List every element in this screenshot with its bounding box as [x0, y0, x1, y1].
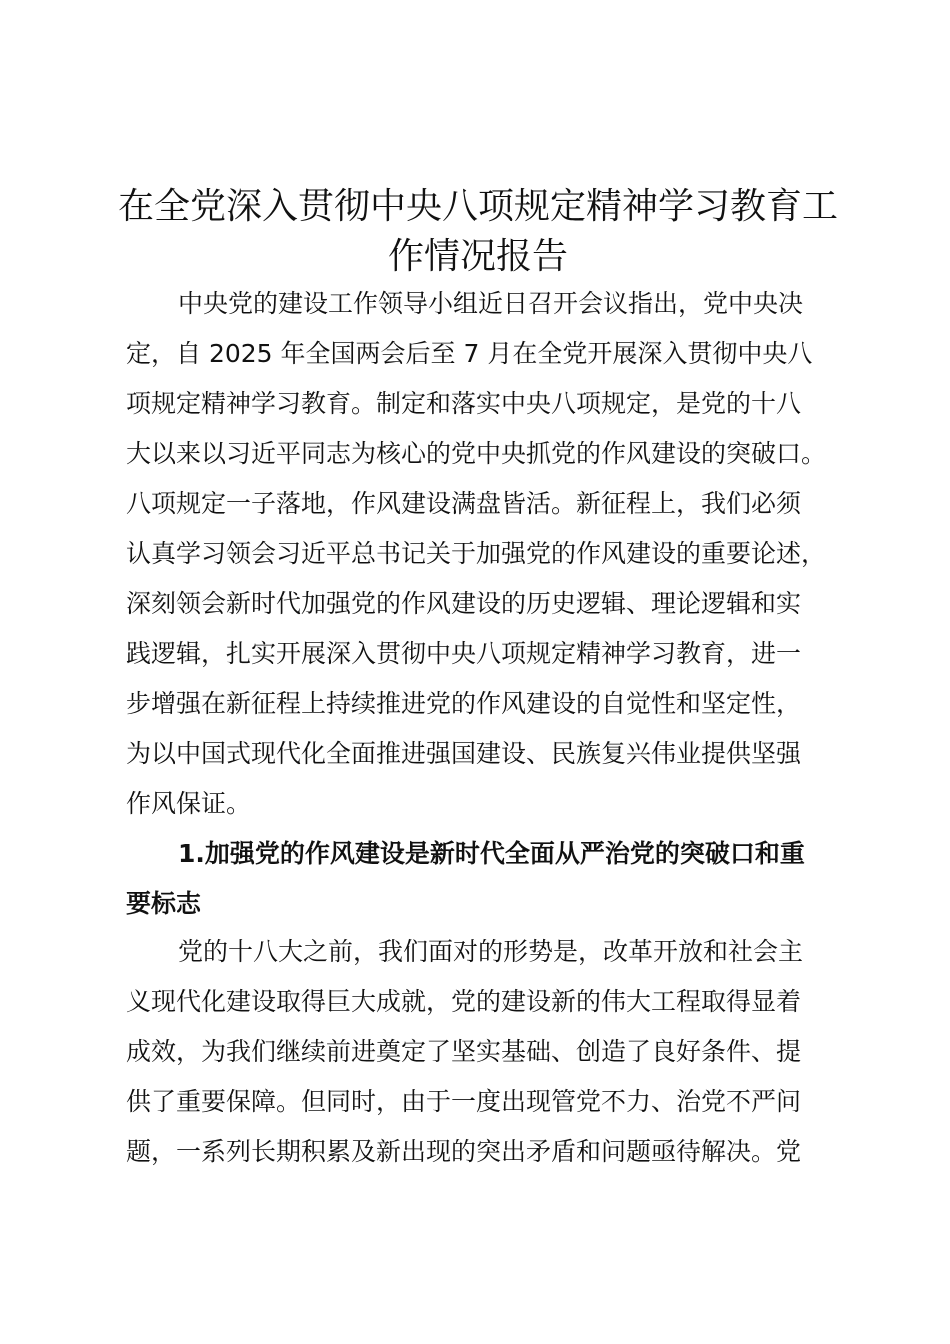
text-line: 作风保证。	[126, 789, 252, 818]
text-line: 义现代化建设取得巨大成就，党的建设新的伟大工程取得显着	[126, 987, 802, 1016]
text-line: 成效，为我们继续前进奠定了坚实基础、创造了良好条件、提	[126, 1037, 802, 1066]
text-line: 定，自 2025 年全国两会后至 7 月在全党开展深入贯彻中央八	[126, 339, 813, 368]
text-line: 八项规定一子落地，作风建设满盘皆活。新征程上，我们必须	[126, 489, 802, 518]
text-line: 践逻辑，扎实开展深入贯彻中央八项规定精神学习教育，进一	[126, 639, 802, 668]
text-line: 深刻领会新时代加强党的作风建设的历史逻辑、理论逻辑和实	[126, 589, 802, 618]
text-line: 项规定精神学习教育。制定和落实中央八项规定，是党的十八	[126, 389, 802, 418]
title-line: 在全党深入贯彻中央八项规定精神学习教育工	[118, 186, 839, 227]
text-line: 中央党的建设工作领导小组近日召开会议指出，党中央决	[178, 289, 804, 318]
text-line: 步增强在新征程上持续推进党的作风建设的自觉性和坚定性，	[126, 689, 802, 718]
text-line: 大以来以习近平同志为核心的党中央抓党的作风建设的突破口。	[126, 439, 827, 468]
title-line: 作情况报告	[387, 236, 568, 277]
text-line: 供了重要保障。但同时，由于一度出现管党不力、治党不严问	[126, 1087, 802, 1116]
heading-line: 要标志	[126, 889, 202, 918]
text-line: 题，一系列长期积累及新出现的突出矛盾和问题亟待解决。党	[126, 1137, 802, 1166]
text-line: 认真学习领会习近平总书记关于加强党的作风建设的重要论述，	[126, 539, 827, 568]
text-line: 党的十八大之前，我们面对的形势是，改革开放和社会主	[178, 937, 804, 966]
document-title	[118, 182, 838, 282]
text-line: 为以中国式现代化全面推进强国建设、民族复兴伟业提供坚强	[126, 739, 802, 768]
heading-line: 1.加强党的作风建设是新时代全面从严治党的突破口和重	[178, 839, 805, 868]
